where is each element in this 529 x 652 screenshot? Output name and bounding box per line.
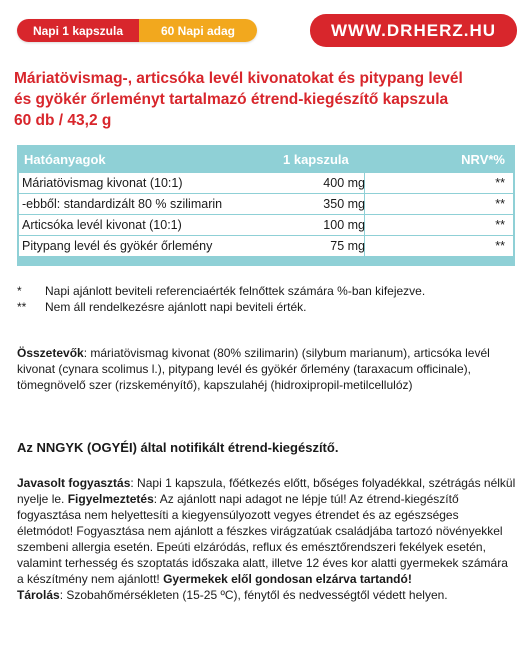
dose-pill [17,19,257,42]
usage-text: : Napi 1 kapszula, főétkezés előtt, bőséges folyadékkal, szétrágás nélkül nyelje le. [17,476,516,506]
ingredients-section [17,345,517,393]
top-bar [0,0,529,62]
title-line-2: és gyökér őrleményt tartalmazó étrend-kiegészítő kapszula [14,91,449,108]
title-line-1: Máriatövismag-, articsóka levél kivonatokat és pitypang levél [14,70,463,87]
website-badge[interactable]: WWW.DRHERZ.HU [310,14,517,47]
nutrition-table [17,145,515,266]
ingredient-name: Pitypang levél és gyökér őrlemény [19,236,365,256]
ingredient-amount: 400 mg [323,176,365,190]
ingredient-name: Articsóka levél kivonat (10:1) [19,215,365,235]
children-warning: Gyermekek elől gondosan elzárva tartandó! [163,572,412,586]
ingredient-amount: 350 mg [323,197,365,211]
ingredient-nrv: ** [495,218,505,232]
usage-section [17,475,517,603]
warning-text: : Az ajánlott napi adagot ne lépje túl! Az étrend-kiegészítő fogyasztása nem helyettesíti a kiegyensúlyozott vegyes étrendet és az egészséges életmódot! Fogyasztása nem ajánlott a fészkes virágzatúak családjába tartozó növényekkel szembeni allergia esetén. Epeúti elzáródás, reflux és emésztőrendszeri fekélyek esetén, valamint terhesség és szoptatás időszaka alatt, illetve 12 éves kor alatti gyermekek számára a készítmény nem ajánlott! [17,492,508,586]
ingredient-nrv: ** [495,176,505,190]
header-active-ingredients: Hatóanyagok [24,152,106,167]
ingredient-nrv: ** [495,197,505,211]
ingredient-name: Máriatövismag kivonat (10:1) [19,173,365,193]
table-header [19,147,513,172]
ingredient-name: -ebből: standardizált 80 % szilimarin [19,194,365,214]
ingredients-label: Összetevők [17,346,84,360]
table-row [19,193,513,214]
daily-capsule-badge: Napi 1 kapszula [17,19,139,42]
table-row [19,172,513,193]
footnotes [17,283,517,315]
footnote-mark: * [17,284,22,298]
footnote [17,299,517,315]
footnote [17,283,517,299]
table-row [19,235,513,256]
header-nrv: NRV*% [461,152,505,167]
usage-label: Javasolt fogyasztás [17,476,131,490]
storage-text: : Szobahőmérsékleten (15-25 ºC), fénytől és nedvességtől védett helyen. [59,588,448,602]
title-line-3: 60 db / 43,2 g [14,112,112,129]
table-footer-bar [19,256,513,264]
storage-label: Tárolás [17,588,60,602]
ingredient-amount: 100 mg [323,218,365,232]
header-per-capsule: 1 kapszula [283,152,349,167]
ingredient-amount: 75 mg [330,239,365,253]
footnote-text: Napi ajánlott beviteli referenciaérték felnőttek számára %-ban kifejezve. [45,284,426,298]
ingredient-nrv: ** [495,239,505,253]
ingredients-text: : máriatövismag kivonat (80% szilimarin) (silybum marianum), articsóka levél kivonat (cynara scolimus l.), pitypang levél és gyökér őrlemény (taraxacum officinale), tömegnövelő szer (rizskeményítő), kapszulahéj (hidroxipropil-metilcellulóz) [17,346,490,392]
warning-label: Figyelmeztetés [67,492,154,506]
footnote-text: Nem áll rendelkezésre ajánlott napi beviteli érték. [45,300,307,314]
footnote-mark: ** [17,300,27,314]
daily-dose-badge: 60 Napi adag [139,19,257,42]
product-title [14,68,519,131]
table-row [19,214,513,235]
notification-statement: Az NNGYK (OGYÉI) által notifikált étrend-kiegészítő. [17,440,339,455]
